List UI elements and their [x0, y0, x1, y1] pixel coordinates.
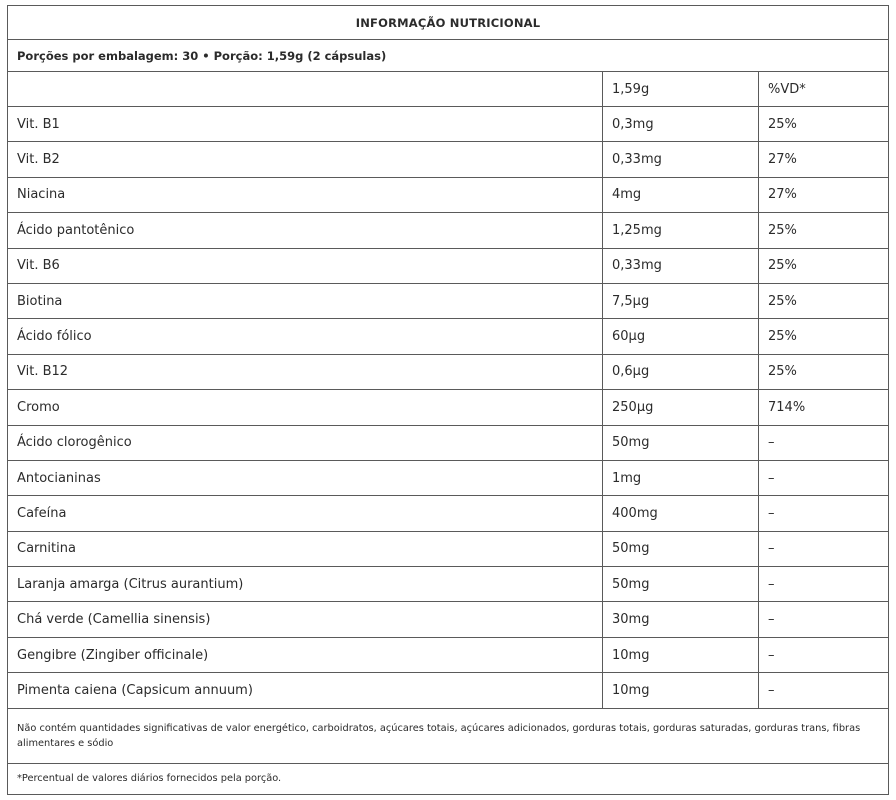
nutrient-amount: 50mg — [603, 425, 759, 460]
nutrient-dv: – — [759, 460, 889, 495]
nutrient-name: Ácido clorogênico — [8, 425, 603, 460]
table-row — [8, 460, 889, 495]
footnote-row — [8, 763, 889, 794]
table-row — [8, 177, 889, 212]
nutrient-dv: 714% — [759, 390, 889, 425]
table-row — [8, 673, 889, 708]
table-row — [8, 142, 889, 177]
nutrient-amount: 1mg — [603, 460, 759, 495]
nutrient-amount: 250µg — [603, 390, 759, 425]
nutrient-amount: 7,5µg — [603, 283, 759, 318]
nutrition-facts-panel — [7, 5, 888, 795]
nutrient-dv: – — [759, 602, 889, 637]
nutrient-amount: 10mg — [603, 673, 759, 708]
table-row — [8, 602, 889, 637]
table-row — [8, 107, 889, 142]
table-row — [8, 531, 889, 566]
table-row — [8, 390, 889, 425]
nutrient-amount: 1,25mg — [603, 213, 759, 248]
nutrient-amount: 50mg — [603, 531, 759, 566]
nutrient-dv: – — [759, 637, 889, 672]
nutrient-name: Niacina — [8, 177, 603, 212]
table-row — [8, 496, 889, 531]
table-row — [8, 354, 889, 389]
nutrient-dv: 25% — [759, 283, 889, 318]
nutrient-name: Vit. B6 — [8, 248, 603, 283]
nutrient-dv: 25% — [759, 213, 889, 248]
nutrient-dv: 25% — [759, 248, 889, 283]
nutrient-amount: 30mg — [603, 602, 759, 637]
nutrient-name: Gengibre (Zingiber officinale) — [8, 637, 603, 672]
servings-row — [8, 40, 889, 72]
nutrient-name: Cafeína — [8, 496, 603, 531]
nutrient-dv: 25% — [759, 107, 889, 142]
nutrient-dv: 25% — [759, 319, 889, 354]
nutrient-dv: – — [759, 496, 889, 531]
table-row — [8, 567, 889, 602]
nutrient-dv: – — [759, 673, 889, 708]
nutrient-amount: 0,33mg — [603, 142, 759, 177]
nutrient-dv: 27% — [759, 142, 889, 177]
table-row — [8, 248, 889, 283]
nutrient-amount: 4mg — [603, 177, 759, 212]
nutrient-name: Pimenta caiena (Capsicum annuum) — [8, 673, 603, 708]
table-row — [8, 213, 889, 248]
footnote-insignificant-amounts: Não contém quantidades significativas de valor energético, carboidratos, açúcares totais, açúcares adicionados, gorduras totais, gorduras saturadas, gorduras trans, fibras alimentares e sódio — [8, 708, 889, 763]
nutrient-amount: 0,3mg — [603, 107, 759, 142]
table-row — [8, 319, 889, 354]
nutrition-table — [7, 5, 889, 795]
table-title-row — [8, 6, 889, 40]
nutrient-amount: 60µg — [603, 319, 759, 354]
nutrient-name: Carnitina — [8, 531, 603, 566]
nutrient-name: Ácido pantotênico — [8, 213, 603, 248]
footnote-row — [8, 708, 889, 763]
nutrient-amount: 400mg — [603, 496, 759, 531]
nutrient-amount: 0,33mg — [603, 248, 759, 283]
header-daily-value: %VD* — [759, 72, 889, 107]
nutrient-name: Laranja amarga (Citrus aurantium) — [8, 567, 603, 602]
nutrient-dv: – — [759, 531, 889, 566]
nutrient-dv: – — [759, 425, 889, 460]
nutrient-dv: – — [759, 567, 889, 602]
nutrient-name: Biotina — [8, 283, 603, 318]
nutrient-name: Vit. B2 — [8, 142, 603, 177]
nutrient-dv: 27% — [759, 177, 889, 212]
header-portion: 1,59g — [603, 72, 759, 107]
nutrient-name: Vit. B1 — [8, 107, 603, 142]
nutrient-amount: 10mg — [603, 637, 759, 672]
nutrient-amount: 50mg — [603, 567, 759, 602]
table-title: INFORMAÇÃO NUTRICIONAL — [8, 6, 889, 40]
header-nutrient — [8, 72, 603, 107]
nutrient-name: Vit. B12 — [8, 354, 603, 389]
column-header-row — [8, 72, 889, 107]
table-row — [8, 425, 889, 460]
footnote-daily-value: *Percentual de valores diários fornecidos pela porção. — [8, 763, 889, 794]
nutrient-name: Chá verde (Camellia sinensis) — [8, 602, 603, 637]
nutrient-name: Antocianinas — [8, 460, 603, 495]
table-row — [8, 637, 889, 672]
nutrient-name: Cromo — [8, 390, 603, 425]
nutrient-amount: 0,6µg — [603, 354, 759, 389]
nutrient-name: Ácido fólico — [8, 319, 603, 354]
nutrient-dv: 25% — [759, 354, 889, 389]
servings-info: Porções por embalagem: 30 • Porção: 1,59g (2 cápsulas) — [8, 40, 889, 72]
table-row — [8, 283, 889, 318]
